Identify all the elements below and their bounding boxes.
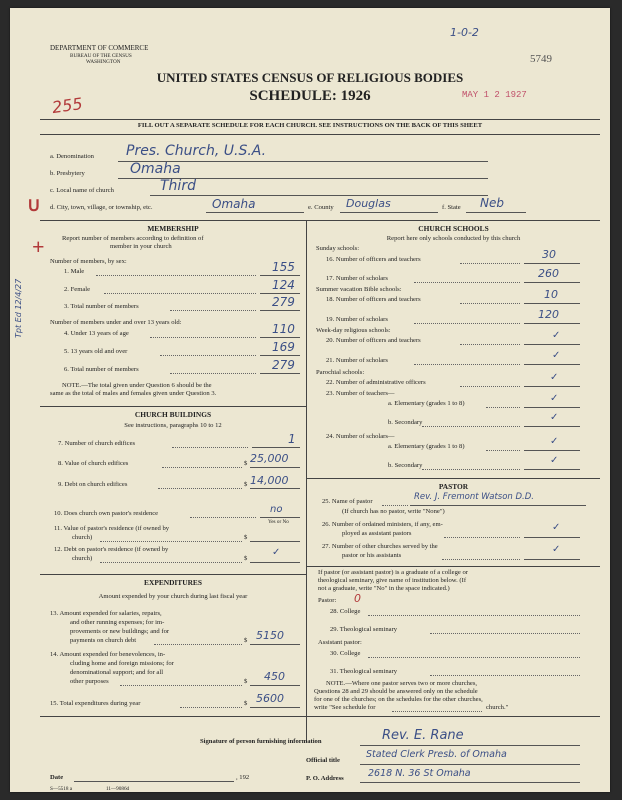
q7-label: 7. Number of church edifices [58,440,136,447]
q15-dollar: $ [244,700,248,707]
presbytery-value[interactable]: Omaha [130,161,181,177]
q13-line2: and other running expenses; for im- [70,619,165,626]
pastor-subhead: Pastor: [318,597,337,604]
q25-value[interactable]: Rev. J. Fremont Watson D.D. [414,492,534,502]
local-name-label: c. Local name of church [50,187,114,194]
q14-line2: cluding home and foreign missions; for [70,660,174,667]
q22-label: 22. Number of administrative officers [326,379,426,386]
q5-value[interactable]: 169 [272,340,295,354]
expenditures-heading: EXPENDITURES [144,578,202,587]
q19-value[interactable]: 120 [538,308,559,321]
q27-label-2: pastor or his assistants [342,552,402,559]
q13-line3: provements or new buildings; and for [70,628,170,635]
margin-side-note: Tpt Ed 12/4/27 [14,278,23,338]
date-label: Date [50,774,64,781]
q20-check: ✓ [552,330,561,341]
dept-label: DEPARTMENT OF COMMERCE [50,44,149,52]
q8-value[interactable]: 25,000 [250,452,289,465]
q14-line1: 14. Amount expended for benevolences, in- [50,651,166,658]
q24a-label: a. Elementary (grades 1 to 8) [388,443,465,450]
q12-dollar: $ [244,555,248,562]
local-name-value[interactable]: Third [160,178,196,194]
q17-value[interactable]: 260 [538,267,559,280]
q15-label: 15. Total expenditures during year [50,700,141,707]
q29-label: 29. Theological seminary [330,626,398,633]
weekday-heading: Week-day religious schools: [316,327,391,334]
by-sex-label: Number of members, by sex: [50,258,127,265]
q10-value[interactable]: no [270,504,283,515]
q6-label: 6. Total number of members [64,366,139,373]
margin-u-mark: ᑌ [28,198,40,215]
q6-value[interactable]: 279 [272,358,295,372]
q18-value[interactable]: 10 [544,288,558,301]
print-number: 11—9086d [106,786,130,792]
q2-value[interactable]: 124 [272,278,295,292]
year-label: , 192 [236,774,250,781]
membership-intro-2: member in your church [110,243,172,250]
q3-label: 3. Total number of members [64,303,139,310]
pastor-note-5: church." [486,704,509,711]
county-label: e. County [308,204,334,211]
instructions-line: FILL OUT A SEPARATE SCHEDULE FOR EACH CHURCH. SEE INSTRUCTIONS ON THE BACK OF THIS SHEET [137,122,483,129]
q5-label: 5. 13 years old and over [64,348,128,355]
q9-dollar: $ [244,481,248,488]
q23a-check: ✓ [550,393,559,404]
schools-heading: CHURCH SCHOOLS [418,224,489,233]
state-label: f. State [442,204,461,211]
q14-line3: denominational support; and for all [70,669,164,676]
membership-intro: Report number of members according to definition of [62,235,204,242]
q11-label-2: church) [72,534,93,541]
grad-instructions-2: theological seminary, give name of institution below. (If [318,577,467,584]
pastor-note: NOTE.—Where one pastor serves two or more churches, [326,680,478,687]
parochial-heading: Parochial schools: [316,369,365,376]
age-heading: Number of members under and over 13 years old: [50,319,182,326]
grad-instructions: If pastor (or assistant pastor) is a graduate of a college or [318,569,468,576]
q8-dollar: $ [244,460,248,467]
q13-dollar: $ [244,637,248,644]
q22-check: ✓ [550,372,559,383]
q11-label: 11. Value of pastor's residence (if owned by [54,525,170,532]
q23-label: 23. Number of teachers— [326,390,395,397]
q30-label: 30. College [330,650,361,657]
pastor-note-3: for one of the churches; on the schedules for the other churches, [314,696,483,703]
q24b-label: b. Secondary [388,462,423,469]
q31-label: 31. Theological seminary [330,668,398,675]
q9-label: 9. Debt on church edifices [58,481,128,488]
schools-sub: Report here only schools conducted by this church [386,235,521,242]
sunday-heading: Sunday schools: [316,245,360,252]
margin-plus-mark: + [32,234,45,259]
q1-label: 1. Male [64,268,85,275]
q8-label: 8. Value of church edifices [58,460,129,467]
q14-dollar: $ [244,678,248,685]
bureau-label: BUREAU OF THE CENSUS [70,53,132,59]
q27-check: ✓ [552,544,561,555]
assistant-subhead: Assistant pastor: [318,639,362,646]
code-top: 1-0-2 [450,26,479,39]
q3-value[interactable]: 279 [272,295,295,309]
q16-value[interactable]: 30 [542,248,556,261]
q15-value[interactable]: 5600 [256,692,284,705]
q9-value[interactable]: 14,000 [250,474,289,487]
denomination-label: a. Denomination [50,153,94,160]
q13-value[interactable]: 5150 [256,629,284,642]
q12-check: ✓ [272,547,281,558]
q13-line1: 13. Amount expended for salaries, repairs, [50,610,162,617]
q12-label: 12. Debt on pastor's residence (if owned by [54,546,169,553]
official-title-label: Official title [306,757,340,764]
pastor-heading: PASTOR [438,482,469,491]
q4-label: 4. Under 13 years of age [64,330,129,337]
q1-value[interactable]: 155 [272,260,295,274]
q16-label: 16. Number of officers and teachers [326,256,421,263]
q19-label: 19. Number of scholars [326,316,388,323]
pastor-note-2: Questions 28 and 29 should be answered only on the schedule [314,688,478,695]
q24b-check: ✓ [550,455,559,466]
q14-value[interactable]: 450 [264,670,285,683]
q14-line4: other purposes [70,678,109,685]
red-number: 255 [50,93,84,118]
buildings-sub: See instructions, paragraphs 10 to 12 [124,422,222,429]
signature-value[interactable]: Rev. E. Rane [382,728,464,743]
denomination-value[interactable]: Pres. Church, U.S.A. [126,143,267,159]
expenditures-sub: Amount expended by your church during last fiscal year [98,593,248,600]
pastor-note-4: write "See schedule for [314,704,376,711]
q25-label: 25. Name of pastor [322,498,373,505]
q10-label: 10. Does church own pastor's residence [54,510,159,517]
q23b-check: ✓ [550,412,559,423]
q23b-label: b. Secondary [388,419,423,426]
address-label: P. O. Address [306,775,344,782]
membership-note-2: same as the total of males and females given under Question 3. [50,390,217,397]
q11-dollar: $ [244,534,248,541]
pastor-grad-value[interactable]: 0 [354,592,361,605]
q20-label: 20. Number of officers and teachers [326,337,421,344]
q23a-label: a. Elementary (grades 1 to 8) [388,400,465,407]
city-label: WASHINGTON [86,59,121,65]
q13-line4: payments on church debt [70,637,137,644]
q4-value[interactable]: 110 [272,322,295,336]
q26-label-2: ployed as assistant pastors [342,530,412,537]
q21-label: 21. Number of scholars [326,357,388,364]
q2-label: 2. Female [64,286,91,293]
summer-heading: Summer vacation Bible schools: [316,286,402,293]
census-schedule-form [10,8,610,792]
presbytery-label: b. Presbytery [50,170,85,177]
form-number: S—5518 a [50,786,73,792]
q18-label: 18. Number of officers and teachers [326,296,421,303]
official-title-value[interactable]: Stated Clerk Presb. of Omaha [366,749,507,760]
received-stamp: MAY 1 2 1927 [462,90,527,100]
q24-label: 24. Number of scholars— [326,433,395,440]
grad-instructions-3: not a graduate, write "No" in the space indicated.) [318,585,450,592]
q26-check: ✓ [552,522,561,533]
q7-value[interactable]: 1 [288,432,296,446]
form-title: UNITED STATES CENSUS OF RELIGIOUS BODIES [156,70,464,85]
yes-no-hint: Yes or No [268,519,289,525]
q27-label: 27. Number of other churches served by the [322,543,438,550]
state-value[interactable]: Neb [480,196,504,210]
q28-label: 28. College [330,608,361,615]
serial-number: 5749 [530,53,552,65]
q12-label-2: church) [72,555,93,562]
city-field-label: d. City, town, village, or township, etc. [50,204,153,211]
buildings-heading: CHURCH BUILDINGS [134,410,212,419]
address-value[interactable]: 2618 N. 36 St Omaha [368,768,471,779]
q26-label: 26. Number of ordained ministers, if any, em- [322,521,443,528]
q21-check: ✓ [552,350,561,361]
q17-label: 17. Number of scholars [326,275,388,282]
q25-hint: (If church has no pastor, write "None") [342,508,445,515]
membership-heading: MEMBERSHIP [147,224,199,233]
q24a-check: ✓ [550,436,559,447]
form-subtitle: SCHEDULE: 1926 [249,88,371,104]
county-value[interactable]: Douglas [346,197,391,210]
city-field-value[interactable]: Omaha [212,197,256,211]
signature-label: Signature of person furnishing information [200,738,322,745]
membership-note: NOTE.—The total given under Question 6 should be the [62,382,212,389]
